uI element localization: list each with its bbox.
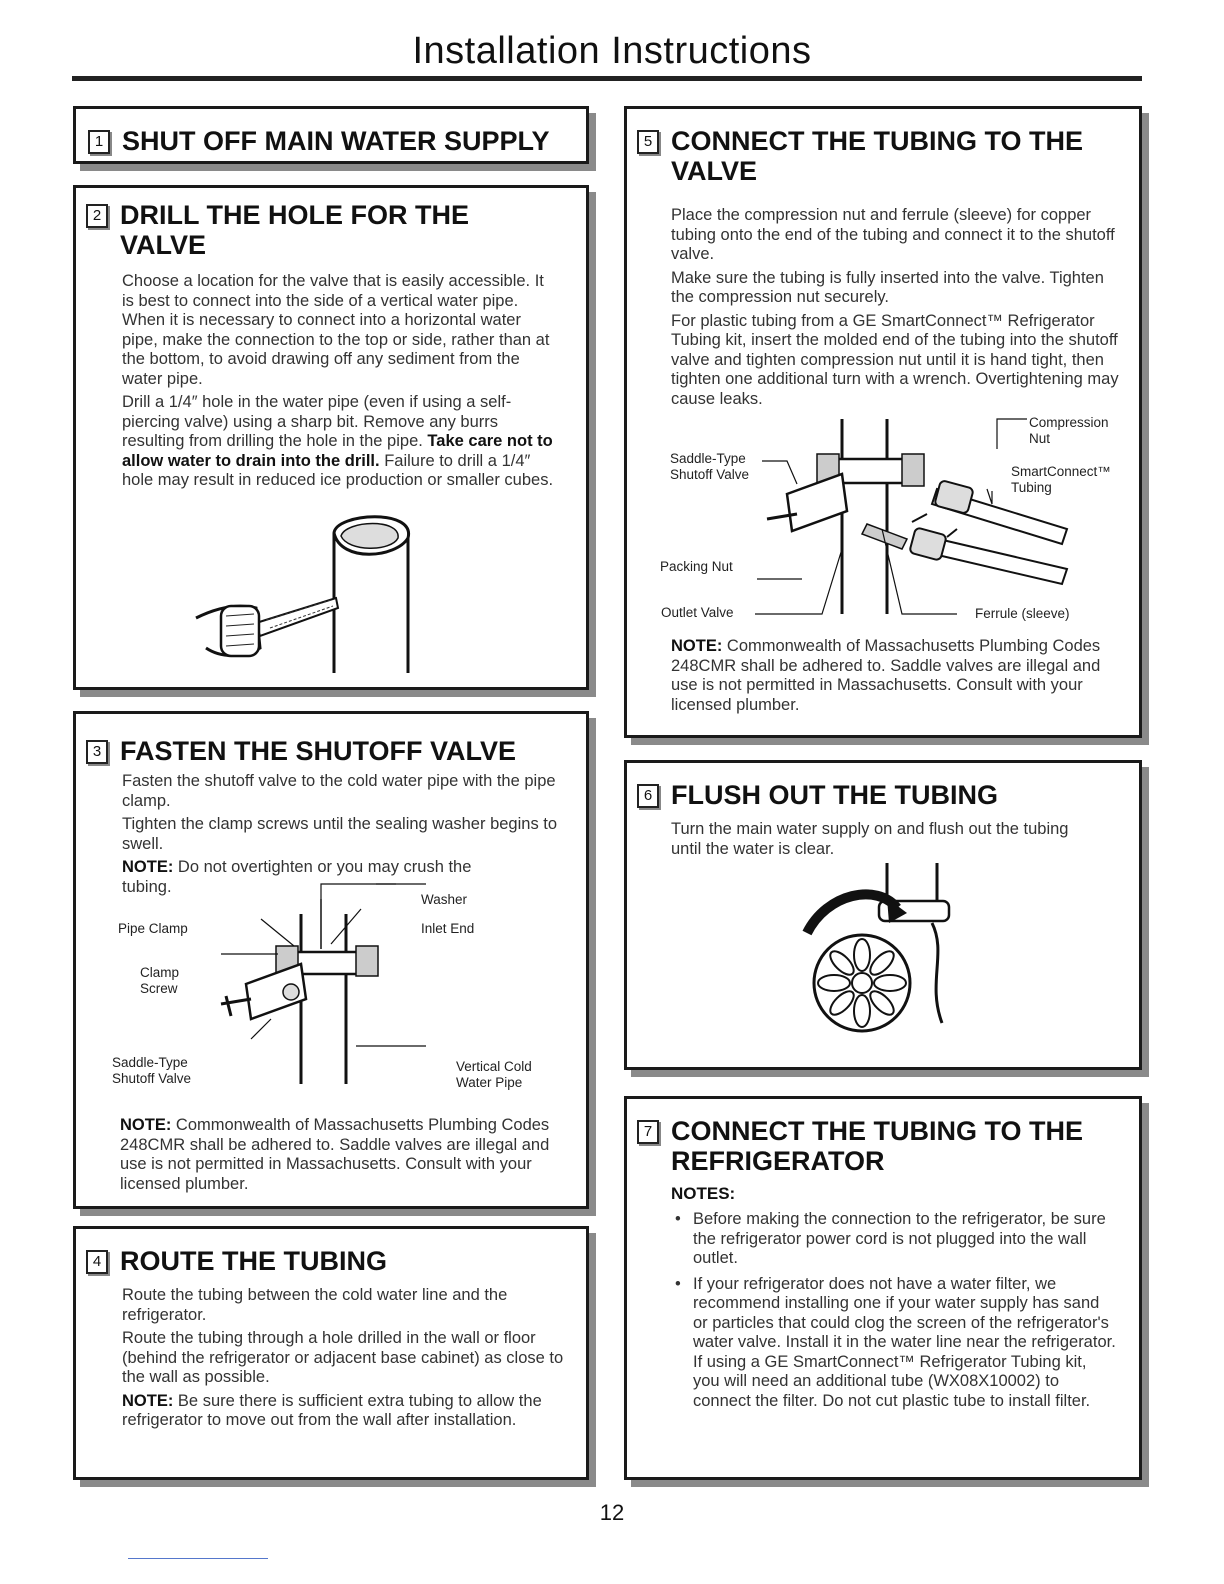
drill-illustration [186, 508, 486, 678]
paragraph: Route the tubing through a hole drilled in the wall or floor (behind the refrigerator or adjacent base cabinet) as close to the wall as possible. [122, 1329, 564, 1386]
paragraph: Make sure the tubing is fully inserted into the valve. Tighten the compression nut securely. [671, 268, 1104, 306]
paragraph: Turn the main water supply on and flush out the tubing until the water is clear. [671, 820, 1069, 858]
list-item: • Before making the connection to the refrigerator, be sure the refrigerator power cord is not plugged into the wall outlet. [689, 1210, 1117, 1269]
step-number: 3 [86, 740, 108, 764]
step-number: 2 [86, 204, 108, 228]
paragraph: Tighten the clamp screws until the sealing washer begins to swell. [122, 815, 558, 853]
step-6-title: FLUSH OUT THE TUBING [671, 780, 998, 810]
shutoff-valve-illustration [206, 884, 506, 1084]
step-1-box [73, 106, 589, 164]
step-1-heading [88, 126, 574, 156]
note: NOTE: Be sure there is sufficient extra tubing to allow the refrigerator to move out from the wall after installation. [122, 1391, 542, 1429]
label-packing-nut: Packing Nut [660, 559, 733, 574]
label-saddle-valve: Saddle-Type Shutoff Valve [112, 1055, 192, 1086]
label-ferrule: Ferrule (sleeve) [975, 606, 1070, 621]
step-4-heading [86, 1246, 564, 1276]
title-divider [72, 76, 1142, 81]
step-3-box [73, 711, 589, 1209]
massachusetts-note: NOTE: Commonwealth of Massachusetts Plumbing Codes 248CMR shall be adhered to. Saddle valves are illegal and use is not permitted in Massachusetts. Consult with your licensed plumber. [671, 637, 1101, 714]
notes-list [671, 1210, 1117, 1411]
label-clamp-screw: Clamp Screw [140, 965, 180, 996]
page-title: Installation Instructions [412, 30, 812, 72]
label-washer: Washer [421, 892, 468, 907]
step-3-title: FASTEN THE SHUTOFF VALVE [120, 736, 517, 766]
label-saddle-valve: Saddle-Type Shutoff Valve [670, 451, 750, 482]
warning-text: Take care not to allow water to drain into the drill. [122, 432, 553, 470]
step-number: 1 [88, 130, 110, 154]
step-number: 4 [86, 1250, 108, 1274]
step-7-heading [637, 1116, 1117, 1176]
paragraph: For plastic tubing from a GE SmartConnect™ Refrigerator Tubing kit, insert the molded end of the tubing into the shutoff valve and tighten compression nut until it is hand tight, then tighten one additional turn with a wrench. Overtightening may cause leaks. [671, 311, 1119, 408]
step-number: 7 [637, 1120, 659, 1144]
step-3-heading [86, 736, 558, 766]
step-5-box [624, 106, 1142, 738]
flush-valve-illustration [797, 863, 997, 1053]
step-2-heading [86, 200, 558, 260]
step-2-title: DRILL THE HOLE FOR THE VALVE [120, 200, 469, 260]
paragraph: Place the compression nut and ferrule (sleeve) for copper tubing onto the end of the tubing and connect it to the shutoff valve. [671, 206, 1115, 263]
paragraph: Route the tubing between the cold water line and the refrigerator. [122, 1286, 508, 1324]
label-pipe-clamp: Pipe Clamp [118, 921, 188, 936]
step-number: 6 [637, 784, 659, 808]
paragraph: Fasten the shutoff valve to the cold water pipe with the pipe clamp. [122, 772, 556, 810]
list-item: • If your refrigerator does not have a water filter, we recommend installing one if your water supply has sand or particles that could clog the screen of the refrigerator's water valve. Install it in the water line near the refrigerator. If using a GE SmartConnect™ Refrigerator Tubing kit, you will need an additional tube (WX08X10002) to connect the filter. Do not cut plastic tube to install filter. [689, 1275, 1117, 1412]
label-vertical-pipe: Vertical Cold Water Pipe [456, 1059, 532, 1090]
step-7-title: CONNECT THE TUBING TO THE REFRIGERATOR [671, 1116, 1084, 1176]
massachusetts-note: NOTE: Commonwealth of Massachusetts Plumbing Codes 248CMR shall be adhered to. Saddle valves are illegal and use is not permitted in Massachusetts. Consult with your licensed plumber. [120, 1116, 550, 1193]
label-outlet-valve: Outlet Valve [661, 605, 734, 620]
label-inlet-end: Inlet End [421, 921, 475, 936]
step-2-box [73, 185, 589, 690]
step-1-title: SHUT OFF MAIN WATER SUPPLY [122, 126, 550, 156]
footer-line [128, 1558, 268, 1559]
step-4-box [73, 1226, 589, 1480]
paragraph: Choose a location for the valve that is easily accessible. It is best to connect into the side of a vertical water pipe. When it is necessary to connect into a horizontal water pipe, make the connection to the top or side, rather than at the bottom, to avoid drawing off any sediment from the water pipe. [122, 272, 550, 388]
step-6-box [624, 760, 1142, 1070]
label-smartconnect-tubing: SmartConnect™ Tubing [1011, 464, 1111, 495]
step-number: 5 [637, 130, 659, 154]
step-6-heading [637, 780, 1125, 810]
paragraph: Drill a 1/4″ hole in the water pipe (even if using a self-piercing valve) using a sharp bit. Remove any burrs resulting from drilling the hole in the pipe. Take care not to allow water to drain into the drill. Failure to drill a 1/4″ hole may result in reduced ice production or smaller cubes. [122, 393, 554, 489]
note: NOTE: Do not overtighten or you may crush the tubing. [122, 858, 472, 896]
step-7-box [624, 1096, 1142, 1480]
notes-heading: NOTES: [671, 1184, 736, 1203]
step-5-title: CONNECT THE TUBING TO THE VALVE [671, 126, 1084, 186]
page-number: 12 [599, 1500, 625, 1525]
label-compression-nut: Compression Nut [1029, 415, 1109, 446]
step-4-title: ROUTE THE TUBING [120, 1246, 387, 1276]
